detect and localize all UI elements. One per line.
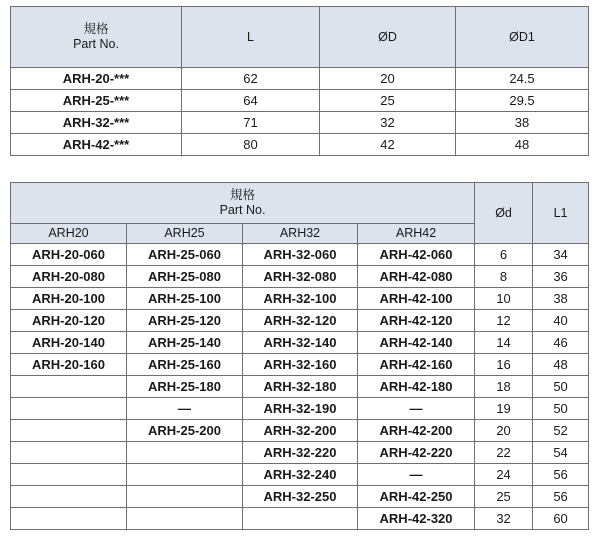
arh32-part-cell: ARH-32-140 xyxy=(243,332,358,354)
length-1-cell: 40 xyxy=(533,310,589,332)
inner-diameter-cell: 10 xyxy=(475,288,533,310)
arh42-part-cell: ARH-42-200 xyxy=(358,420,475,442)
arh20-part-cell xyxy=(11,442,127,464)
arh25-part-cell: ARH-25-100 xyxy=(127,288,243,310)
arh25-part-cell: ARH-25-140 xyxy=(127,332,243,354)
table-header-row xyxy=(11,183,589,224)
arh20-part-cell xyxy=(11,508,127,530)
group-header-arh42: ARH42 xyxy=(358,224,475,244)
part-number-cell: ARH-42-*** xyxy=(11,134,182,156)
arh20-part-cell: ARH-20-080 xyxy=(11,266,127,288)
table-row xyxy=(11,398,589,420)
inner-diameter-cell: 32 xyxy=(475,508,533,530)
table-row xyxy=(11,376,589,398)
length-1-cell: 36 xyxy=(533,266,589,288)
arh32-part-cell xyxy=(243,508,358,530)
part-number-cell: ARH-25-*** xyxy=(11,90,182,112)
arh20-part-cell: ARH-20-100 xyxy=(11,288,127,310)
outer-diameter-cell: 25 xyxy=(320,90,456,112)
table-row xyxy=(11,244,589,266)
arh20-part-cell: ARH-20-140 xyxy=(11,332,127,354)
arh25-part-cell xyxy=(127,508,243,530)
length-1-cell: 48 xyxy=(533,354,589,376)
table-row xyxy=(11,442,589,464)
part-number-cell: ARH-32-*** xyxy=(11,112,182,134)
arh42-part-cell: ARH-42-080 xyxy=(358,266,475,288)
arh42-part-cell: ARH-42-250 xyxy=(358,486,475,508)
arh32-part-cell: ARH-32-180 xyxy=(243,376,358,398)
arh42-part-cell: ARH-42-320 xyxy=(358,508,475,530)
outer-diameter-1-cell: 38 xyxy=(456,112,589,134)
part-header-en: Part No. xyxy=(219,203,266,217)
table-header-row xyxy=(11,7,589,68)
table-row xyxy=(11,354,589,376)
inner-diameter-cell: 19 xyxy=(475,398,533,420)
inner-diameter-header: Ød xyxy=(475,183,533,244)
inner-diameter-cell: 22 xyxy=(475,442,533,464)
length-1-cell: 60 xyxy=(533,508,589,530)
inner-diameter-cell: 16 xyxy=(475,354,533,376)
arh25-part-cell xyxy=(127,442,243,464)
table-row xyxy=(11,68,589,90)
table-row xyxy=(11,464,589,486)
arh20-part-cell xyxy=(11,464,127,486)
length-1-cell: 54 xyxy=(533,442,589,464)
arh32-part-cell: ARH-32-080 xyxy=(243,266,358,288)
arh20-part-cell xyxy=(11,376,127,398)
outer-diameter-1-cell: 48 xyxy=(456,134,589,156)
arh25-part-cell: ARH-25-120 xyxy=(127,310,243,332)
part-number-header xyxy=(11,183,475,224)
length-1-cell: 34 xyxy=(533,244,589,266)
dimensions-table xyxy=(10,6,589,156)
table-row xyxy=(11,486,589,508)
arh42-part-cell: ARH-42-060 xyxy=(358,244,475,266)
inner-diameter-cell: 14 xyxy=(475,332,533,354)
arh32-part-cell: ARH-32-200 xyxy=(243,420,358,442)
arh32-part-cell: ARH-32-190 xyxy=(243,398,358,420)
part-number-header xyxy=(11,7,182,68)
part-header-en: Part No. xyxy=(73,37,119,51)
inner-diameter-cell: 20 xyxy=(475,420,533,442)
length-cell: 62 xyxy=(182,68,320,90)
part-header-ja: 規格 xyxy=(230,188,256,202)
inner-diameter-cell: 18 xyxy=(475,376,533,398)
length-1-cell: 46 xyxy=(533,332,589,354)
part-header-ja: 規格 xyxy=(83,22,109,36)
table-row xyxy=(11,332,589,354)
table-row xyxy=(11,112,589,134)
length-cell: 80 xyxy=(182,134,320,156)
arh25-part-cell xyxy=(127,486,243,508)
part-number-cell: ARH-20-*** xyxy=(11,68,182,90)
inner-diameter-cell: 24 xyxy=(475,464,533,486)
inner-diameter-cell: 8 xyxy=(475,266,533,288)
arh20-part-cell: ARH-20-060 xyxy=(11,244,127,266)
arh20-part-cell xyxy=(11,420,127,442)
arh25-part-cell xyxy=(127,464,243,486)
arh32-part-cell: ARH-32-240 xyxy=(243,464,358,486)
arh25-part-cell: ARH-25-080 xyxy=(127,266,243,288)
outer-diameter-1-header: ØD1 xyxy=(456,7,589,68)
length-1-cell: 56 xyxy=(533,464,589,486)
table-row xyxy=(11,288,589,310)
arh42-part-cell: ARH-42-120 xyxy=(358,310,475,332)
arh32-part-cell: ARH-32-060 xyxy=(243,244,358,266)
arh32-part-cell: ARH-32-120 xyxy=(243,310,358,332)
length-1-cell: 50 xyxy=(533,376,589,398)
arh20-part-cell: ARH-20-160 xyxy=(11,354,127,376)
arh32-part-cell: ARH-32-250 xyxy=(243,486,358,508)
length-1-cell: 56 xyxy=(533,486,589,508)
arh25-part-cell: ARH-25-180 xyxy=(127,376,243,398)
table-row xyxy=(11,90,589,112)
table-row xyxy=(11,508,589,530)
table-row xyxy=(11,266,589,288)
arh25-part-cell: ARH-25-200 xyxy=(127,420,243,442)
outer-diameter-cell: 20 xyxy=(320,68,456,90)
length-1-header: L1 xyxy=(533,183,589,244)
length-cell: 64 xyxy=(182,90,320,112)
arh32-part-cell: ARH-32-160 xyxy=(243,354,358,376)
arh42-part-cell: ARH-42-140 xyxy=(358,332,475,354)
outer-diameter-cell: 32 xyxy=(320,112,456,134)
arh20-part-cell: ARH-20-120 xyxy=(11,310,127,332)
arh32-part-cell: ARH-32-100 xyxy=(243,288,358,310)
table-row xyxy=(11,134,589,156)
arh25-part-cell: ARH-25-060 xyxy=(127,244,243,266)
length-1-cell: 50 xyxy=(533,398,589,420)
arh42-part-cell: ARH-42-220 xyxy=(358,442,475,464)
arh32-part-cell: ARH-32-220 xyxy=(243,442,358,464)
outer-diameter-1-cell: 24.5 xyxy=(456,68,589,90)
length-header: L xyxy=(182,7,320,68)
group-header-arh20: ARH20 xyxy=(11,224,127,244)
arh25-part-cell: ARH-25-160 xyxy=(127,354,243,376)
length-1-cell: 52 xyxy=(533,420,589,442)
arh42-part-cell: — xyxy=(358,398,475,420)
arh20-part-cell xyxy=(11,398,127,420)
inner-diameter-cell: 25 xyxy=(475,486,533,508)
group-header-arh32: ARH32 xyxy=(243,224,358,244)
table-row xyxy=(11,420,589,442)
part-number-table xyxy=(10,182,589,530)
outer-diameter-cell: 42 xyxy=(320,134,456,156)
inner-diameter-cell: 6 xyxy=(475,244,533,266)
arh25-part-cell: — xyxy=(127,398,243,420)
table-row xyxy=(11,310,589,332)
outer-diameter-1-cell: 29.5 xyxy=(456,90,589,112)
length-1-cell: 38 xyxy=(533,288,589,310)
arh42-part-cell: ARH-42-180 xyxy=(358,376,475,398)
outer-diameter-header: ØD xyxy=(320,7,456,68)
arh42-part-cell: ARH-42-100 xyxy=(358,288,475,310)
length-cell: 71 xyxy=(182,112,320,134)
arh20-part-cell xyxy=(11,486,127,508)
group-header-arh25: ARH25 xyxy=(127,224,243,244)
arh42-part-cell: ARH-42-160 xyxy=(358,354,475,376)
inner-diameter-cell: 12 xyxy=(475,310,533,332)
arh42-part-cell: — xyxy=(358,464,475,486)
